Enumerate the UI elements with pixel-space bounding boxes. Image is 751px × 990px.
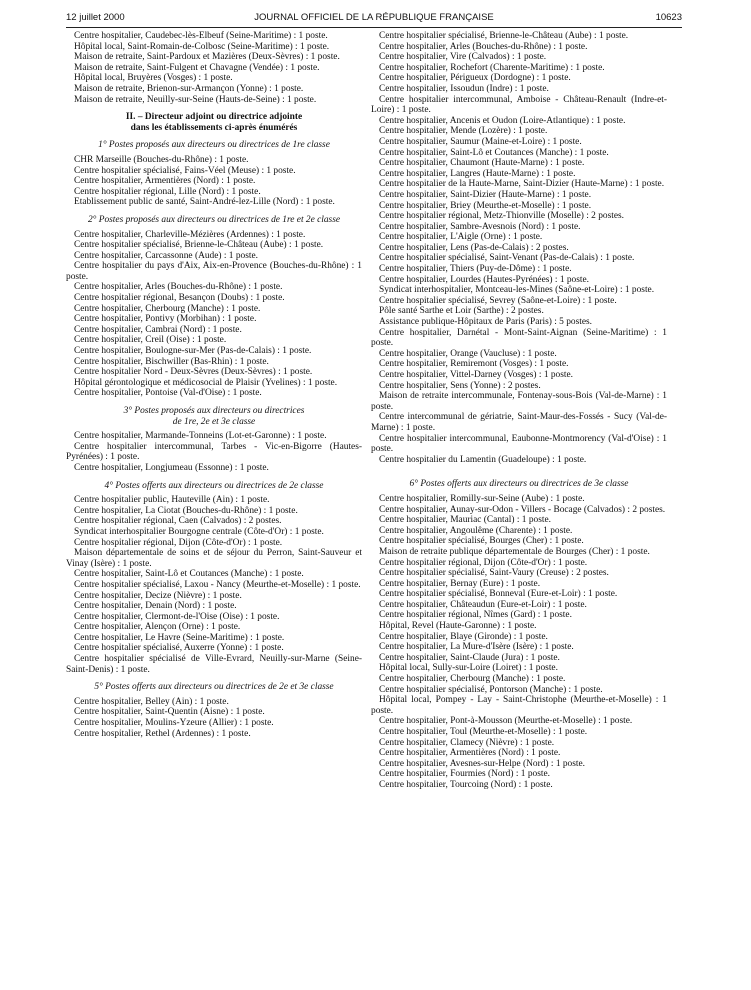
list-item: Centre hospitalier, Sambre-Avesnois (Nord) : 1 poste. bbox=[379, 221, 581, 232]
list-item: Centre hospitalier de la Haute-Marne, Saint-Dizier (Haute-Marne) : 1 poste. bbox=[379, 179, 665, 190]
list-item: Maison de retraite, Brienon-sur-Armançon (Yonne) : 1 poste. bbox=[74, 83, 304, 94]
list-item: Hôpital, Revel (Haute-Garonne) : 1 poste. bbox=[379, 621, 537, 632]
list-item: Centre hospitalier spécialisé, Fains-Véel (Meuse) : 1 poste. bbox=[74, 165, 296, 176]
subsection-2-list bbox=[66, 230, 362, 400]
subsection-title-6: 6° Postes offerts aux directeurs ou directrices de 3e classe bbox=[409, 479, 629, 490]
subsection-5-list bbox=[66, 697, 362, 739]
list-item: Centre hospitalier, Briey (Meurthe-et-Moselle) : 1 poste. bbox=[379, 200, 592, 211]
list-item: Centre hospitalier spécialisé, Bourges (Cher) : 1 poste. bbox=[379, 536, 584, 547]
list-item: Syndicat interhospitalier Bourgogne centrale (Côte-d'Or) : 1 poste. bbox=[74, 526, 324, 537]
list-item: Centre hospitalier, Saint-Claude (Jura) : 1 poste. bbox=[379, 652, 560, 663]
list-item: Centre hospitalier, Longjumeau (Essonne) : 1 poste. bbox=[74, 462, 269, 473]
list-item: Centre hospitalier, Saint-Lô et Coutances (Manche) : 1 poste. bbox=[379, 147, 609, 158]
list-item: Centre hospitalier public, Hauteville (Ain) : 1 poste. bbox=[74, 495, 270, 506]
list-item: Centre hospitalier régional, Nîmes (Gard) : 1 poste. bbox=[379, 610, 572, 621]
list-item: Centre hospitalier, Armentières (Nord) : 1 poste. bbox=[379, 748, 561, 759]
list-item: Centre hospitalier, Mende (Lozère) : 1 poste. bbox=[379, 126, 548, 137]
list-item: Centre hospitalier, Châteaudun (Eure-et-Loir) : 1 poste. bbox=[379, 599, 587, 610]
list-item: Centre hospitalier, Clermont-de-l'Oise (Oise) : 1 poste. bbox=[74, 611, 280, 622]
list-item: Maison de retraite, Saint-Fulgent et Chavagne (Vendée) : 1 poste. bbox=[74, 62, 320, 73]
list-item: Hôpital gérontologique et médicosocial de Plaisir (Yvelines) : 1 poste. bbox=[74, 377, 338, 388]
list-item: Centre hospitalier, L'Aigle (Orne) : 1 poste. bbox=[379, 232, 543, 243]
list-item: Centre hospitalier, Blaye (Gironde) : 1 poste. bbox=[379, 631, 548, 642]
list-item: Centre hospitalier, La Ciotat (Bouches-du-Rhône) : 1 poste. bbox=[74, 505, 298, 516]
list-item: Centre hospitalier, Romilly-sur-Seine (Aube) : 1 poste. bbox=[379, 493, 585, 504]
right-column bbox=[371, 31, 667, 791]
list-item: Hôpital local, Sully-sur-Loire (Loiret) : 1 poste. bbox=[379, 663, 558, 674]
list-item: Centre hospitalier du pays d'Aix, Aix-en-Provence (Bouches-du-Rhône) : 1 poste. bbox=[66, 261, 362, 282]
list-item: Hôpital local, Bruyères (Vosges) : 1 poste. bbox=[74, 73, 233, 84]
header-date: 12 juillet 2000 bbox=[66, 12, 125, 23]
list-item: Etablissement public de santé, Saint-André-lez-Lille (Nord) : 1 poste. bbox=[74, 197, 335, 208]
list-item: Centre hospitalier, Arles (Bouches-du-Rhône) : 1 poste. bbox=[379, 41, 588, 52]
list-item: Centre hospitalier intercommunal, Amboise - Château-Renault (Indre-et-Loire) : 1 poste. bbox=[371, 94, 667, 116]
intro-list bbox=[66, 31, 362, 105]
list-item: Centre hospitalier, Le Havre (Seine-Maritime) : 1 poste. bbox=[74, 632, 285, 643]
list-item: Maison de retraite, Neuilly-sur-Seine (Hauts-de-Seine) : 1 poste. bbox=[74, 94, 317, 105]
list-item: Centre hospitalier régional, Dijon (Côte-d'Or) : 1 poste. bbox=[379, 557, 588, 568]
left-column bbox=[66, 31, 362, 739]
subsection-6-list bbox=[371, 494, 667, 791]
list-item: Centre hospitalier spécialisé, Bonneval (Eure-et-Loir) : 1 poste. bbox=[379, 589, 618, 600]
list-item: Centre hospitalier, Avesnes-sur-Helpe (Nord) : 1 poste. bbox=[379, 758, 585, 769]
list-item: CHR Marseille (Bouches-du-Rhône) : 1 poste. bbox=[74, 154, 249, 165]
list-item: Centre hospitalier, Rethel (Ardennes) : 1 poste. bbox=[74, 728, 251, 739]
list-item: Centre hospitalier régional, Caen (Calvados) : 2 postes. bbox=[74, 516, 282, 527]
list-item: Centre hospitalier, Bischwiller (Bas-Rhin) : 1 poste. bbox=[74, 356, 269, 367]
list-item: Centre hospitalier, Alençon (Orne) : 1 poste. bbox=[74, 622, 241, 633]
list-item: Centre hospitalier, Saint-Quentin (Aisne) : 1 poste. bbox=[74, 707, 265, 718]
subsection-title-3-line2: de 1re, 2e et 3e classe bbox=[172, 416, 256, 427]
list-item: Centre hospitalier spécialisé, Auxerre (Yonne) : 1 poste. bbox=[74, 643, 284, 654]
list-item: Centre hospitalier spécialisé, Laxou - Nancy (Meurthe-et-Moselle) : 1 poste. bbox=[74, 579, 361, 590]
section-title-line2: dans les établissements ci-après énumérés bbox=[130, 122, 298, 133]
subsection-title-3: 3° Postes proposés aux directeurs ou directrices bbox=[123, 406, 305, 416]
list-item: Centre hospitalier régional, Besançon (Doubs) : 1 poste. bbox=[74, 293, 285, 304]
subsection-5-continued-list bbox=[371, 31, 667, 465]
list-item: Pôle santé Sarthe et Loir (Sarthe) : 2 postes. bbox=[379, 306, 544, 317]
list-item: Centre hospitalier, Lens (Pas-de-Calais) : 2 postes. bbox=[379, 242, 569, 253]
list-item: Centre hospitalier, Pontivy (Morbihan) : 1 poste. bbox=[74, 314, 257, 325]
list-item: Syndicat interhospitalier, Montceau-les-Mines (Saône-et-Loire) : 1 poste. bbox=[379, 285, 655, 296]
list-item: Centre hospitalier, Cherbourg (Manche) : 1 poste. bbox=[379, 674, 566, 685]
list-item: Centre intercommunal de gériatrie, Saint-Maur-des-Fossés - Sucy (Val-de-Marne) : 1 poste. bbox=[371, 412, 667, 433]
list-item: Centre hospitalier, Cambrai (Nord) : 1 poste. bbox=[74, 324, 242, 335]
list-item: Centre hospitalier, Lourdes (Hautes-Pyrénées) : 1 poste. bbox=[379, 274, 589, 285]
list-item: Centre hospitalier régional, Dijon (Côte-d'Or) : 1 poste. bbox=[74, 537, 283, 548]
list-item: Centre hospitalier spécialisé, Brienne-le-Château (Aube) : 1 poste. bbox=[74, 240, 324, 251]
list-item: Centre hospitalier, Boulogne-sur-Mer (Pas-de-Calais) : 1 poste. bbox=[74, 346, 312, 357]
list-item: Centre hospitalier, Thiers (Puy-de-Dôme) : 1 poste. bbox=[379, 264, 572, 275]
subsection-title-1: 1° Postes proposés aux directeurs ou directrices de 1re classe bbox=[98, 140, 330, 151]
list-item: Centre hospitalier Nord - Deux-Sèvres (Deux-Sèvres) : 1 poste. bbox=[74, 367, 313, 378]
subsection-3-list bbox=[66, 431, 362, 473]
list-item: Centre hospitalier, Charleville-Mézières (Ardennes) : 1 poste. bbox=[74, 229, 306, 240]
list-item: Centre hospitalier, Creil (Oise) : 1 poste. bbox=[74, 335, 227, 346]
list-item: Centre hospitalier, Decize (Nièvre) : 1 poste. bbox=[74, 590, 242, 601]
journal-title: JOURNAL OFFICIEL DE LA RÉPUBLIQUE FRANÇAISE bbox=[254, 12, 494, 23]
list-item: Centre hospitalier, Angoulême (Charente) : 1 poste. bbox=[379, 525, 573, 536]
list-item: Centre hospitalier, Rochefort (Charente-Maritime) : 1 poste. bbox=[379, 62, 605, 73]
list-item: Centre hospitalier, Saumur (Maine-et-Loire) : 1 poste. bbox=[379, 136, 582, 147]
list-item: Hôpital local, Pompey - Lay - Saint-Christophe (Meurthe-et-Moselle) : 1 poste. bbox=[371, 695, 667, 716]
list-item: Centre hospitalier, Denain (Nord) : 1 poste. bbox=[74, 601, 237, 612]
list-item: Centre hospitalier, Darnétal - Mont-Saint-Aignan (Seine-Maritime) : 1 poste. bbox=[371, 327, 667, 349]
list-item: Centre hospitalier, Chaumont (Haute-Marne) : 1 poste. bbox=[379, 158, 585, 169]
list-item: Maison départementale de soins et de séjour du Perron, Saint-Sauveur et Vinay (Isère) : 1 poste. bbox=[66, 548, 362, 569]
subsection-title-4: 4° Postes offerts aux directeurs ou directrices de 2e classe bbox=[104, 480, 324, 491]
list-item: Centre hospitalier spécialisé, Brienne-le-Château (Aube) : 1 poste. bbox=[379, 31, 629, 41]
list-item: Centre hospitalier, Tourcoing (Nord) : 1 poste. bbox=[379, 779, 553, 790]
list-item: Centre hospitalier, Ancenis et Oudon (Loire-Atlantique) : 1 poste. bbox=[379, 115, 626, 126]
list-item: Centre hospitalier, Remiremont (Vosges) : 1 poste. bbox=[379, 359, 569, 370]
list-item: Centre hospitalier spécialisé de Ville-Evrard, Neuilly-sur-Marne (Seine-Saint-Denis) : 1 poste. bbox=[66, 654, 362, 675]
list-item: Centre hospitalier, Pont-à-Mousson (Meurthe-et-Moselle) : 1 poste. bbox=[379, 716, 633, 727]
list-item: Centre hospitalier régional, Metz-Thionville (Moselle) : 2 postes. bbox=[379, 211, 624, 222]
list-item: Centre hospitalier, Marmande-Tonneins (Lot-et-Garonne) : 1 poste. bbox=[74, 431, 327, 442]
list-item: Centre hospitalier spécialisé, Saint-Venant (Pas-de-Calais) : 1 poste. bbox=[379, 253, 635, 264]
list-item: Centre hospitalier spécialisé, Pontorson (Manche) : 1 poste. bbox=[379, 684, 603, 695]
list-item: Centre hospitalier, Saint-Dizier (Haute-Marne) : 1 poste. bbox=[379, 189, 592, 200]
subsection-title-2: 2° Postes proposés aux directeurs ou directrices de 1re et 2e classe bbox=[87, 214, 341, 225]
section-title: II. – Directeur adjoint ou directrice adjointe bbox=[125, 112, 303, 123]
list-item: Centre hospitalier, Arles (Bouches-du-Rhône) : 1 poste. bbox=[74, 282, 283, 293]
list-item: Centre hospitalier, Caudebec-lès-Elbeuf (Seine-Maritime) : 1 poste. bbox=[74, 31, 328, 41]
list-item: Centre hospitalier spécialisé, Saint-Vaury (Creuse) : 2 postes. bbox=[379, 568, 609, 579]
list-item: Centre hospitalier, Carcassonne (Aude) : 1 poste. bbox=[74, 250, 258, 261]
list-item: Centre hospitalier, Pontoise (Val-d'Oise) : 1 poste. bbox=[74, 388, 262, 399]
list-item: Maison de retraite intercommunale, Fontenay-sous-Bois (Val-de-Marne) : 1 poste. bbox=[371, 391, 667, 412]
list-item: Centre hospitalier, Belley (Ain) : 1 poste. bbox=[74, 696, 229, 707]
list-item: Maison de retraite publique départementale de Bourges (Cher) : 1 poste. bbox=[379, 546, 650, 557]
list-item: Centre hospitalier, Toul (Meurthe-et-Moselle) : 1 poste. bbox=[379, 727, 588, 737]
list-item: Centre hospitalier, Saint-Lô et Coutances (Manche) : 1 poste. bbox=[74, 569, 304, 580]
list-item: Centre hospitalier, Vittel-Darney (Vosges) : 1 poste. bbox=[379, 370, 573, 380]
list-item: Centre hospitalier, Langres (Haute-Marne) : 1 poste. bbox=[379, 168, 576, 179]
page-number: 10623 bbox=[655, 12, 682, 23]
subsection-title-5: 5° Postes offerts aux directeurs ou directrices de 2e et 3e classe bbox=[94, 682, 334, 693]
subsection-1-list bbox=[66, 155, 362, 208]
subsection-4-list bbox=[66, 495, 362, 675]
list-item: Centre hospitalier, La Mure-d'Isère (Isère) : 1 poste. bbox=[379, 642, 574, 653]
list-item: Centre hospitalier régional, Lille (Nord) : 1 poste. bbox=[74, 186, 261, 197]
list-item: Centre hospitalier du Lamentin (Guadeloupe) : 1 poste. bbox=[379, 454, 587, 465]
list-item: Centre hospitalier, Orange (Vaucluse) : 1 poste. bbox=[379, 348, 557, 359]
list-item: Centre hospitalier, Armentières (Nord) : 1 poste. bbox=[74, 176, 256, 187]
list-item: Centre hospitalier, Périgueux (Dordogne) : 1 poste. bbox=[379, 73, 571, 84]
list-item: Centre hospitalier, Aunay-sur-Odon - Villers - Bocage (Calvados) : 2 postes. bbox=[379, 504, 666, 515]
list-item: Centre hospitalier, Fourmies (Nord) : 1 poste. bbox=[379, 769, 550, 780]
list-item: Centre hospitalier, Cherbourg (Manche) : 1 poste. bbox=[74, 303, 261, 314]
list-item: Maison de retraite, Saint-Pardoux et Mazières (Deux-Sèvres) : 1 poste. bbox=[74, 52, 340, 63]
list-item: Centre hospitalier spécialisé, Sevrey (Saône-et-Loire) : 1 poste. bbox=[379, 295, 617, 306]
list-item: Centre hospitalier, Mauriac (Cantal) : 1 poste. bbox=[379, 515, 551, 526]
list-item: Centre hospitalier intercommunal, Tarbes - Vic-en-Bigorre (Hautes-Pyrénées) : 1 poste. bbox=[66, 441, 362, 463]
list-item: Centre hospitalier intercommunal, Eaubonne-Montmorency (Val-d'Oise) : 1 poste. bbox=[371, 433, 667, 455]
page-header bbox=[66, 12, 682, 26]
list-item: Centre hospitalier, Bernay (Eure) : 1 poste. bbox=[379, 578, 541, 589]
list-item: Centre hospitalier, Clamecy (Nièvre) : 1 poste. bbox=[379, 737, 555, 748]
list-item: Assistance publique-Hôpitaux de Paris (Paris) : 5 postes. bbox=[379, 317, 592, 328]
header-rule bbox=[66, 27, 682, 28]
list-item: Centre hospitalier, Vire (Calvados) : 1 poste. bbox=[379, 52, 547, 63]
list-item: Centre hospitalier, Issoudun (Indre) : 1 poste. bbox=[379, 83, 549, 94]
list-item: Hôpital local, Saint-Romain-de-Colbosc (Seine-Maritime) : 1 poste. bbox=[74, 41, 330, 52]
list-item: Centre hospitalier, Moulins-Yzeure (Allier) : 1 poste. bbox=[74, 718, 274, 729]
list-item: Centre hospitalier, Sens (Yonne) : 2 postes. bbox=[379, 380, 541, 391]
